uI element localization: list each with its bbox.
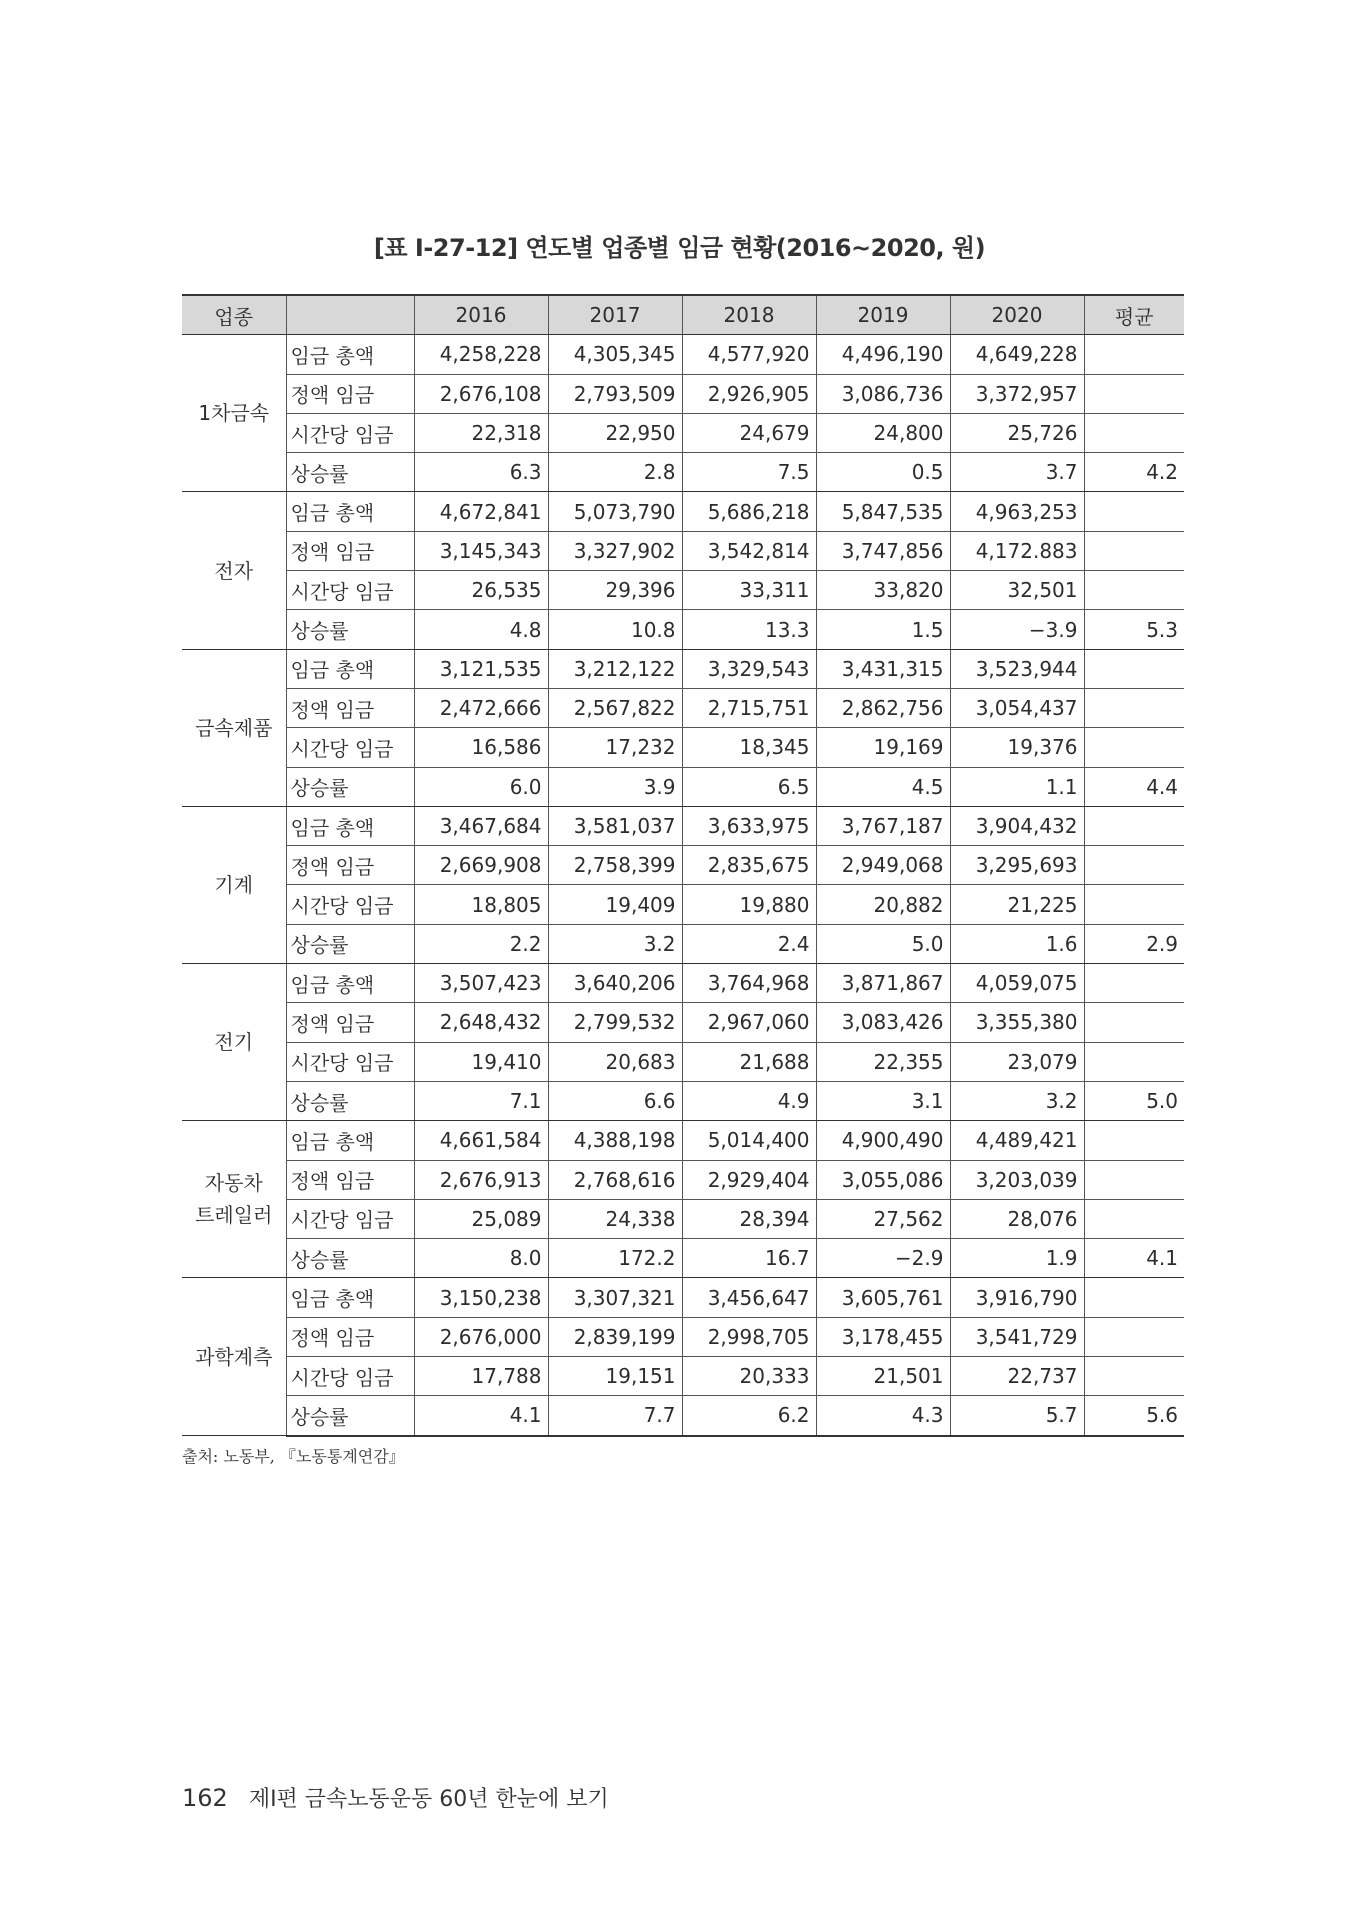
value-cell: 2,835,675 <box>682 846 816 885</box>
value-cell: 21,688 <box>682 1042 816 1081</box>
value-cell: 3,904,432 <box>950 806 1084 845</box>
metric-label: 상승률 <box>286 1396 414 1436</box>
value-cell: 2,998,705 <box>682 1317 816 1356</box>
value-cell: 2,715,751 <box>682 688 816 727</box>
value-cell: 6.2 <box>682 1396 816 1436</box>
value-cell: 2,472,666 <box>414 688 548 727</box>
metric-label: 임금 총액 <box>286 1278 414 1317</box>
value-cell: 32,501 <box>950 571 1084 610</box>
table-row <box>182 531 1184 570</box>
industry-cell <box>182 335 286 492</box>
value-cell: 2,676,913 <box>414 1160 548 1199</box>
industry-label: 1차금속 <box>198 401 270 426</box>
value-cell: −2.9 <box>816 1239 950 1278</box>
value-cell: 3,541,729 <box>950 1317 1084 1356</box>
value-cell: 5,847,535 <box>816 492 950 531</box>
value-cell: 2,967,060 <box>682 1003 816 1042</box>
average-cell: 2.9 <box>1084 924 1184 963</box>
average-cell <box>1084 571 1184 610</box>
wage-table <box>182 294 1184 1437</box>
value-cell: 3,523,944 <box>950 649 1084 688</box>
page-number: 162 <box>182 1784 228 1812</box>
value-cell: 3,633,975 <box>682 806 816 845</box>
value-cell: 27,562 <box>816 1199 950 1238</box>
header-2016: 2016 <box>414 295 548 335</box>
value-cell: 17,788 <box>414 1357 548 1396</box>
value-cell: 2,758,399 <box>548 846 682 885</box>
metric-label: 시간당 임금 <box>286 1199 414 1238</box>
value-cell: 4,963,253 <box>950 492 1084 531</box>
value-cell: 2,949,068 <box>816 846 950 885</box>
table-row <box>182 610 1184 649</box>
header-2020: 2020 <box>950 295 1084 335</box>
value-cell: 1.1 <box>950 767 1084 806</box>
value-cell: 3,916,790 <box>950 1278 1084 1317</box>
metric-label: 정액 임금 <box>286 688 414 727</box>
metric-label: 상승률 <box>286 453 414 492</box>
header-average: 평균 <box>1084 295 1184 335</box>
metric-label: 임금 총액 <box>286 335 414 374</box>
value-cell: 22,355 <box>816 1042 950 1081</box>
industry-label: 전기 <box>214 1030 254 1055</box>
value-cell: 25,089 <box>414 1199 548 1238</box>
value-cell: 2,676,108 <box>414 374 548 413</box>
value-cell: 3,355,380 <box>950 1003 1084 1042</box>
value-cell: 16,586 <box>414 728 548 767</box>
value-cell: 2,669,908 <box>414 846 548 885</box>
table-row <box>182 492 1184 531</box>
metric-label: 임금 총액 <box>286 964 414 1003</box>
metric-label: 시간당 임금 <box>286 728 414 767</box>
value-cell: 6.0 <box>414 767 548 806</box>
value-cell: 172.2 <box>548 1239 682 1278</box>
metric-label: 상승률 <box>286 610 414 649</box>
value-cell: 33,820 <box>816 571 950 610</box>
value-cell: 3,640,206 <box>548 964 682 1003</box>
value-cell: 2,648,432 <box>414 1003 548 1042</box>
value-cell: 2,799,532 <box>548 1003 682 1042</box>
table-row <box>182 1239 1184 1278</box>
industry-cell <box>182 649 286 806</box>
value-cell: 2,839,199 <box>548 1317 682 1356</box>
table-row <box>182 1121 1184 1160</box>
average-cell: 5.3 <box>1084 610 1184 649</box>
value-cell: 7.7 <box>548 1396 682 1436</box>
value-cell: 3,542,814 <box>682 531 816 570</box>
metric-label: 상승률 <box>286 924 414 963</box>
header-metric <box>286 295 414 335</box>
value-cell: 2,929,404 <box>682 1160 816 1199</box>
value-cell: 2,793,509 <box>548 374 682 413</box>
average-cell <box>1084 374 1184 413</box>
value-cell: 33,311 <box>682 571 816 610</box>
value-cell: 3,055,086 <box>816 1160 950 1199</box>
value-cell: −3.9 <box>950 610 1084 649</box>
value-cell: 4.9 <box>682 1081 816 1120</box>
value-cell: 23,079 <box>950 1042 1084 1081</box>
table-row <box>182 846 1184 885</box>
table-row <box>182 1396 1184 1436</box>
value-cell: 3,307,321 <box>548 1278 682 1317</box>
value-cell: 2,676,000 <box>414 1317 548 1356</box>
average-cell <box>1084 531 1184 570</box>
table-row <box>182 1317 1184 1356</box>
value-cell: 5.0 <box>816 924 950 963</box>
value-cell: 2.8 <box>548 453 682 492</box>
value-cell: 3,581,037 <box>548 806 682 845</box>
value-cell: 3,372,957 <box>950 374 1084 413</box>
value-cell: 20,882 <box>816 885 950 924</box>
metric-label: 정액 임금 <box>286 531 414 570</box>
table-row <box>182 649 1184 688</box>
average-cell: 5.0 <box>1084 1081 1184 1120</box>
value-cell: 8.0 <box>414 1239 548 1278</box>
value-cell: 3,203,039 <box>950 1160 1084 1199</box>
value-cell: 1.9 <box>950 1239 1084 1278</box>
value-cell: 4,661,584 <box>414 1121 548 1160</box>
value-cell: 4,172.883 <box>950 531 1084 570</box>
value-cell: 21,225 <box>950 885 1084 924</box>
average-cell <box>1084 1121 1184 1160</box>
value-cell: 2.4 <box>682 924 816 963</box>
value-cell: 3,212,122 <box>548 649 682 688</box>
metric-label: 상승률 <box>286 767 414 806</box>
header-industry: 업종 <box>182 295 286 335</box>
value-cell: 19,880 <box>682 885 816 924</box>
value-cell: 5,014,400 <box>682 1121 816 1160</box>
metric-label: 시간당 임금 <box>286 885 414 924</box>
value-cell: 4,489,421 <box>950 1121 1084 1160</box>
table-row <box>182 1199 1184 1238</box>
average-cell <box>1084 335 1184 374</box>
value-cell: 3.2 <box>548 924 682 963</box>
industry-label: 전자 <box>214 558 254 583</box>
table-row <box>182 1003 1184 1042</box>
industry-label: 자동차 <box>204 1171 263 1196</box>
table-row <box>182 806 1184 845</box>
value-cell: 3,764,968 <box>682 964 816 1003</box>
value-cell: 6.6 <box>548 1081 682 1120</box>
average-cell <box>1084 688 1184 727</box>
table-row <box>182 688 1184 727</box>
average-cell <box>1084 846 1184 885</box>
header-2017: 2017 <box>548 295 682 335</box>
average-cell: 4.2 <box>1084 453 1184 492</box>
page-footer <box>182 1782 609 1813</box>
value-cell: 4,649,228 <box>950 335 1084 374</box>
metric-label: 임금 총액 <box>286 1121 414 1160</box>
average-cell <box>1084 1042 1184 1081</box>
value-cell: 19,151 <box>548 1357 682 1396</box>
table-title: [표 Ⅰ-27-12] 연도별 업종별 임금 현황(2016~2020, 원) <box>373 234 986 262</box>
value-cell: 3,145,343 <box>414 531 548 570</box>
value-cell: 1.6 <box>950 924 1084 963</box>
value-cell: 4.3 <box>816 1396 950 1436</box>
value-cell: 7.5 <box>682 453 816 492</box>
table-row <box>182 964 1184 1003</box>
metric-label: 임금 총액 <box>286 806 414 845</box>
value-cell: 17,232 <box>548 728 682 767</box>
value-cell: 5.7 <box>950 1396 1084 1436</box>
value-cell: 3,871,867 <box>816 964 950 1003</box>
average-cell <box>1084 1278 1184 1317</box>
metric-label: 상승률 <box>286 1081 414 1120</box>
value-cell: 22,318 <box>414 413 548 452</box>
value-cell: 19,409 <box>548 885 682 924</box>
table-row <box>182 1160 1184 1199</box>
section-title: 제Ⅰ편 금속노동운동 60년 한눈에 보기 <box>248 1787 609 1812</box>
average-cell: 4.1 <box>1084 1239 1184 1278</box>
value-cell: 21,501 <box>816 1357 950 1396</box>
source-note: 출처: 노동부, 『노동통계연감』 <box>182 1447 405 1466</box>
average-cell <box>1084 649 1184 688</box>
value-cell: 3,150,238 <box>414 1278 548 1317</box>
industry-cell <box>182 806 286 963</box>
value-cell: 2,567,822 <box>548 688 682 727</box>
value-cell: 4.1 <box>414 1396 548 1436</box>
value-cell: 28,394 <box>682 1199 816 1238</box>
value-cell: 18,805 <box>414 885 548 924</box>
average-cell <box>1084 1357 1184 1396</box>
value-cell: 4,305,345 <box>548 335 682 374</box>
value-cell: 3,086,736 <box>816 374 950 413</box>
table-row <box>182 924 1184 963</box>
table-row <box>182 767 1184 806</box>
value-cell: 3,327,902 <box>548 531 682 570</box>
average-cell <box>1084 1199 1184 1238</box>
metric-label: 정액 임금 <box>286 374 414 413</box>
value-cell: 18,345 <box>682 728 816 767</box>
value-cell: 10.8 <box>548 610 682 649</box>
value-cell: 3,295,693 <box>950 846 1084 885</box>
average-cell <box>1084 492 1184 531</box>
value-cell: 3,456,647 <box>682 1278 816 1317</box>
industry-label: 기계 <box>214 872 254 897</box>
value-cell: 4,059,075 <box>950 964 1084 1003</box>
value-cell: 2.2 <box>414 924 548 963</box>
value-cell: 3.7 <box>950 453 1084 492</box>
industry-cell <box>182 1121 286 1278</box>
metric-label: 임금 총액 <box>286 649 414 688</box>
value-cell: 22,737 <box>950 1357 1084 1396</box>
industry-label: 금속제품 <box>195 715 273 740</box>
value-cell: 3.1 <box>816 1081 950 1120</box>
value-cell: 6.3 <box>414 453 548 492</box>
table-row <box>182 335 1184 374</box>
table-row <box>182 374 1184 413</box>
value-cell: 4.5 <box>816 767 950 806</box>
value-cell: 4,672,841 <box>414 492 548 531</box>
value-cell: 4,258,228 <box>414 335 548 374</box>
metric-label: 정액 임금 <box>286 1317 414 1356</box>
value-cell: 4,577,920 <box>682 335 816 374</box>
value-cell: 6.5 <box>682 767 816 806</box>
average-cell <box>1084 964 1184 1003</box>
table-row <box>182 1042 1184 1081</box>
value-cell: 3,431,315 <box>816 649 950 688</box>
header-2019: 2019 <box>816 295 950 335</box>
value-cell: 22,950 <box>548 413 682 452</box>
table-row <box>182 1081 1184 1120</box>
metric-label: 시간당 임금 <box>286 1357 414 1396</box>
value-cell: 1.5 <box>816 610 950 649</box>
average-cell <box>1084 413 1184 452</box>
value-cell: 3.9 <box>548 767 682 806</box>
metric-label: 시간당 임금 <box>286 1042 414 1081</box>
average-cell <box>1084 806 1184 845</box>
industry-cell <box>182 1278 286 1436</box>
industry-cell <box>182 492 286 649</box>
average-cell <box>1084 1003 1184 1042</box>
table-row <box>182 571 1184 610</box>
value-cell: 2,862,756 <box>816 688 950 727</box>
average-cell <box>1084 885 1184 924</box>
metric-label: 임금 총액 <box>286 492 414 531</box>
average-cell: 5.6 <box>1084 1396 1184 1436</box>
value-cell: 20,683 <box>548 1042 682 1081</box>
value-cell: 3,329,543 <box>682 649 816 688</box>
value-cell: 7.1 <box>414 1081 548 1120</box>
value-cell: 3,178,455 <box>816 1317 950 1356</box>
industry-label: 트레일러 <box>195 1203 273 1228</box>
value-cell: 20,333 <box>682 1357 816 1396</box>
value-cell: 24,338 <box>548 1199 682 1238</box>
value-cell: 19,169 <box>816 728 950 767</box>
value-cell: 3,605,761 <box>816 1278 950 1317</box>
value-cell: 13.3 <box>682 610 816 649</box>
table-row <box>182 1357 1184 1396</box>
metric-label: 시간당 임금 <box>286 571 414 610</box>
table-row <box>182 453 1184 492</box>
metric-label: 정액 임금 <box>286 1160 414 1199</box>
average-cell: 4.4 <box>1084 767 1184 806</box>
value-cell: 5,073,790 <box>548 492 682 531</box>
value-cell: 5,686,218 <box>682 492 816 531</box>
value-cell: 2,768,616 <box>548 1160 682 1199</box>
value-cell: 0.5 <box>816 453 950 492</box>
table-row <box>182 885 1184 924</box>
metric-label: 정액 임금 <box>286 1003 414 1042</box>
value-cell: 4,900,490 <box>816 1121 950 1160</box>
value-cell: 19,376 <box>950 728 1084 767</box>
value-cell: 3,083,426 <box>816 1003 950 1042</box>
industry-cell <box>182 964 286 1121</box>
table-body <box>182 335 1184 1436</box>
average-cell <box>1084 728 1184 767</box>
value-cell: 29,396 <box>548 571 682 610</box>
value-cell: 3,507,423 <box>414 964 548 1003</box>
value-cell: 16.7 <box>682 1239 816 1278</box>
value-cell: 4.8 <box>414 610 548 649</box>
value-cell: 4,388,198 <box>548 1121 682 1160</box>
value-cell: 24,679 <box>682 413 816 452</box>
table-row <box>182 728 1184 767</box>
table-header-row <box>182 295 1184 335</box>
value-cell: 4,496,190 <box>816 335 950 374</box>
value-cell: 19,410 <box>414 1042 548 1081</box>
value-cell: 24,800 <box>816 413 950 452</box>
value-cell: 25,726 <box>950 413 1084 452</box>
value-cell: 2,926,905 <box>682 374 816 413</box>
metric-label: 시간당 임금 <box>286 413 414 452</box>
table-row <box>182 1278 1184 1317</box>
value-cell: 28,076 <box>950 1199 1084 1238</box>
table-row <box>182 413 1184 452</box>
value-cell: 3,467,684 <box>414 806 548 845</box>
average-cell <box>1084 1317 1184 1356</box>
average-cell <box>1084 1160 1184 1199</box>
industry-label: 과학계측 <box>195 1344 273 1369</box>
header-2018: 2018 <box>682 295 816 335</box>
metric-label: 상승률 <box>286 1239 414 1278</box>
value-cell: 3.2 <box>950 1081 1084 1120</box>
metric-label: 정액 임금 <box>286 846 414 885</box>
value-cell: 3,767,187 <box>816 806 950 845</box>
value-cell: 26,535 <box>414 571 548 610</box>
value-cell: 3,747,856 <box>816 531 950 570</box>
value-cell: 3,054,437 <box>950 688 1084 727</box>
value-cell: 3,121,535 <box>414 649 548 688</box>
